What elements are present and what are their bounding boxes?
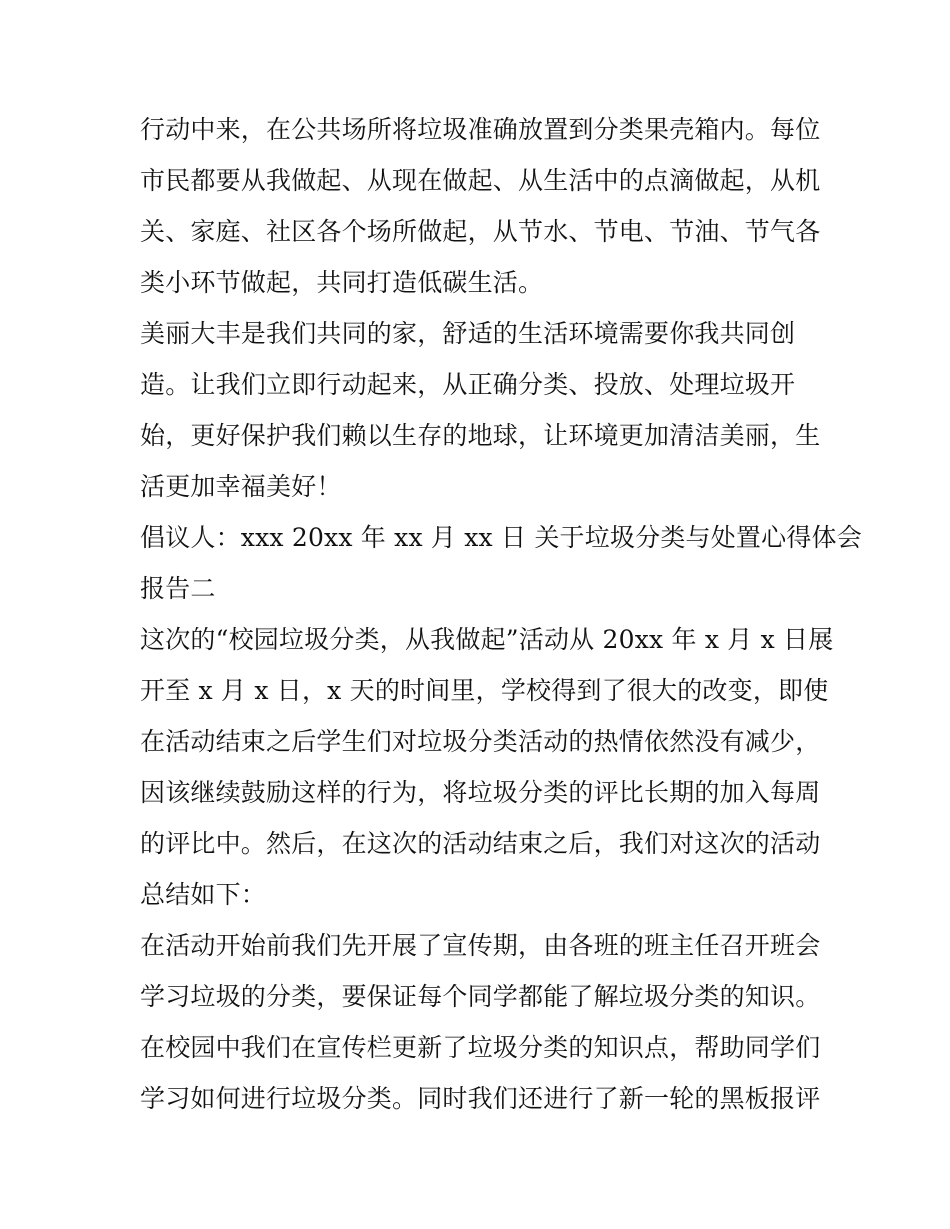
text-line: 报告二: [140, 574, 216, 603]
text-line: 的评比中。然后，在这次的活动结束之后，我们对这次的活动: [140, 829, 821, 858]
text-line: 造。让我们立即行动起来，从正确分类、投放、处理垃圾开: [140, 370, 796, 399]
text-line: 在活动开始前我们先开展了宣传期，由各班的班主任召开班会: [140, 931, 821, 960]
text-line: 市民都要从我做起、从现在做起、从生活中的点滴做起，从机: [140, 166, 821, 195]
text-line: 在校园中我们在宣传栏更新了垃圾分类的知识点，帮助同学们: [140, 1033, 821, 1062]
text-line: 在活动结束之后学生们对垃圾分类活动的热情依然没有减少，: [140, 727, 821, 756]
text-line: 关、家庭、社区各个场所做起，从节水、节电、节油、节气各: [140, 217, 821, 246]
text-line: 开至 x 月 x 日，x 天的时间里，学校得到了很大的改变，即使: [140, 676, 829, 705]
text-line: 因该继续鼓励这样的行为，将垃圾分类的评比长期的加入每周: [140, 778, 821, 807]
text-line: 学习垃圾的分类，要保证每个同学都能了解垃圾分类的知识。: [140, 982, 821, 1011]
text-line: 学习如何进行垃圾分类。同时我们还进行了新一轮的黑板报评: [140, 1084, 821, 1113]
text-line: 倡议人：xxx 20xx 年 xx 月 xx 日 关于垃圾分类与处置心得体会: [140, 523, 862, 552]
text-line: 始，更好保护我们赖以生存的地球，让环境更加清洁美丽，生: [140, 421, 821, 450]
text-line: 活更加幸福美好！: [140, 472, 342, 501]
text-line: 总结如下：: [140, 880, 267, 909]
text-line: 行动中来，在公共场所将垃圾准确放置到分类果壳箱内。每位: [140, 115, 821, 144]
text-line: 类小环节做起，共同打造低碳生活。: [140, 268, 544, 297]
text-line: 这次的“校园垃圾分类，从我做起”活动从 20xx 年 x 月 x 日展: [140, 625, 834, 654]
text-line: 美丽大丰是我们共同的家，舒适的生活环境需要你我共同创: [140, 319, 796, 348]
document-page: [140, 104, 862, 1124]
